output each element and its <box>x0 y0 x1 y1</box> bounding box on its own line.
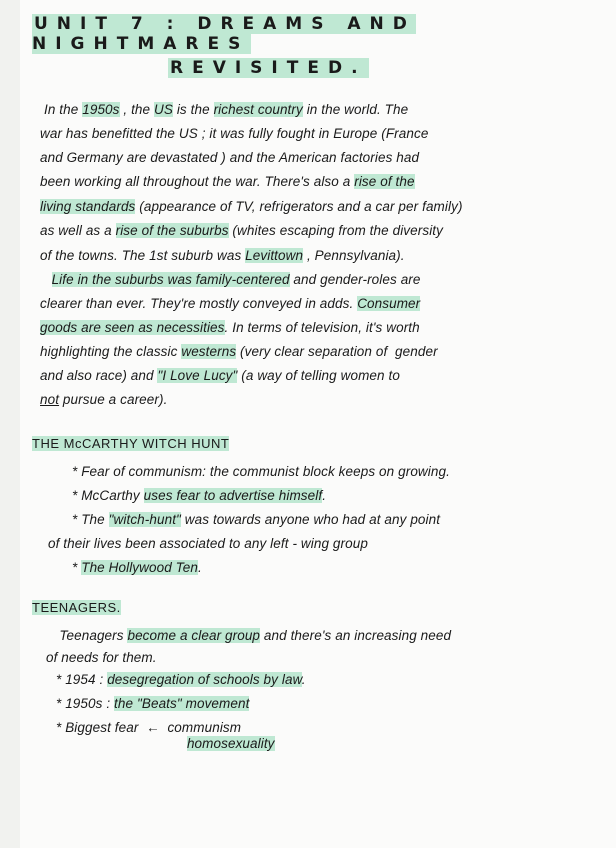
note-text: . In terms of television, it's worth <box>224 320 420 335</box>
highlighted-text: The Hollywood Ten <box>81 560 198 575</box>
note-line <box>40 296 420 311</box>
page-title-line-1 <box>32 14 616 54</box>
note-text: pursue a career). <box>59 392 168 407</box>
highlighted-text: Levittown <box>245 248 304 263</box>
note-text: (appearance of TV, refrigerators and a car per family) <box>135 199 463 214</box>
title-text: REVISITED. <box>170 58 367 78</box>
highlighted-text: goods are seen as necessities <box>40 320 225 335</box>
note-text: THE McCARTHY WITCH HUNT <box>32 436 230 451</box>
note-text: . <box>198 560 202 575</box>
note-text: * McCarthy <box>72 488 144 503</box>
note-text: In the <box>44 102 83 117</box>
note-text: and gender-roles are <box>289 272 421 287</box>
note-text: * The <box>72 512 109 527</box>
highlighted-text: homosexuality <box>186 736 275 751</box>
note-text: of needs for them. <box>46 650 157 665</box>
highlighted-text: desegregation of schools by law <box>107 672 302 687</box>
note-text: as well as a <box>40 223 116 238</box>
note-text: * 1950s : <box>56 696 115 711</box>
note-text: clearer than ever. They're mostly conveyed in adds. <box>40 296 358 311</box>
note-text: * <box>72 560 82 575</box>
highlighted-text: "witch-hunt" <box>108 512 181 527</box>
note-line <box>40 272 421 287</box>
note-text: of the towns. The 1st suburb was <box>40 248 246 263</box>
note-line <box>44 102 408 117</box>
note-text: . <box>322 488 327 503</box>
note-text: (a way of telling women to <box>237 368 400 383</box>
note-line <box>40 126 428 141</box>
note-line <box>46 650 157 665</box>
note-line <box>40 320 420 335</box>
underlined-text: not <box>40 392 60 407</box>
note-text: of their lives been associated to any left - wing group <box>48 536 368 551</box>
note-text: , Pennsylvania). <box>303 248 405 263</box>
highlighted-text: living standards <box>40 199 136 214</box>
note-line <box>48 536 368 551</box>
note-text: . <box>301 672 306 687</box>
note-text: war has benefitted the US ; it was fully fought in Europe (France <box>40 126 429 141</box>
highlighted-text: Consumer <box>357 296 421 311</box>
highlighted-text: become a clear group <box>127 628 261 643</box>
note-line <box>40 223 443 238</box>
highlighted-text: the "Beats" movement <box>114 696 250 711</box>
highlighted-text: 1950s <box>82 102 120 117</box>
note-text <box>40 272 52 287</box>
note-line <box>40 344 438 359</box>
note-line <box>40 199 463 214</box>
note-line <box>72 512 440 527</box>
title-text: UNIT 7 : DREAMS AND NIGHTMARES <box>32 14 416 54</box>
note-text: and also race) and <box>40 368 158 383</box>
note-text: in the world. The <box>302 102 409 117</box>
note-text <box>56 736 187 751</box>
page-title-line-2 <box>168 58 369 78</box>
page-edge <box>0 0 20 848</box>
note-line <box>72 560 202 575</box>
note-line <box>56 736 275 751</box>
highlighted-text: rise of the <box>354 174 415 189</box>
note-text: and there's an increasing need <box>260 628 452 643</box>
highlighted-text: "I Love Lucy" <box>157 368 238 383</box>
note-text: Teenagers <box>44 628 128 643</box>
note-line <box>72 464 450 479</box>
highlighted-text: westerns <box>181 344 237 359</box>
note-line <box>40 248 405 263</box>
note-text: * 1954 : <box>56 672 108 687</box>
highlighted-text: richest country <box>213 102 303 117</box>
note-text: TEENAGERS. <box>32 600 121 615</box>
note-text: * Fear of communism: the communist block keeps on growing. <box>72 464 450 479</box>
highlighted-text: Life in the suburbs was family-centered <box>51 272 290 287</box>
note-line <box>56 672 306 687</box>
note-line <box>40 150 419 165</box>
note-text: highlighting the classic <box>40 344 182 359</box>
note-text: , the <box>119 102 155 117</box>
section-heading <box>32 436 229 451</box>
note-line <box>56 696 249 711</box>
note-text: * Biggest fear ← communism <box>56 720 242 735</box>
note-text: and Germany are devastated ) and the American factories had <box>40 150 420 165</box>
section-heading <box>32 600 121 615</box>
note-line <box>56 720 241 735</box>
note-text: been working all throughout the war. There's also a <box>40 174 355 189</box>
highlighted-text: rise of the suburbs <box>115 223 229 238</box>
note-text: was towards anyone who had at any point <box>180 512 441 527</box>
note-line <box>40 368 400 383</box>
note-text: (whites escaping from the diversity <box>228 223 443 238</box>
note-line <box>40 392 167 407</box>
note-text: (very clear separation of gender <box>236 344 438 359</box>
highlighted-text: uses fear to advertise himself <box>143 488 323 503</box>
note-line <box>40 174 415 189</box>
highlighted-text: US <box>154 102 173 117</box>
note-line <box>44 628 451 643</box>
note-text: is the <box>172 102 214 117</box>
note-line <box>72 488 326 503</box>
